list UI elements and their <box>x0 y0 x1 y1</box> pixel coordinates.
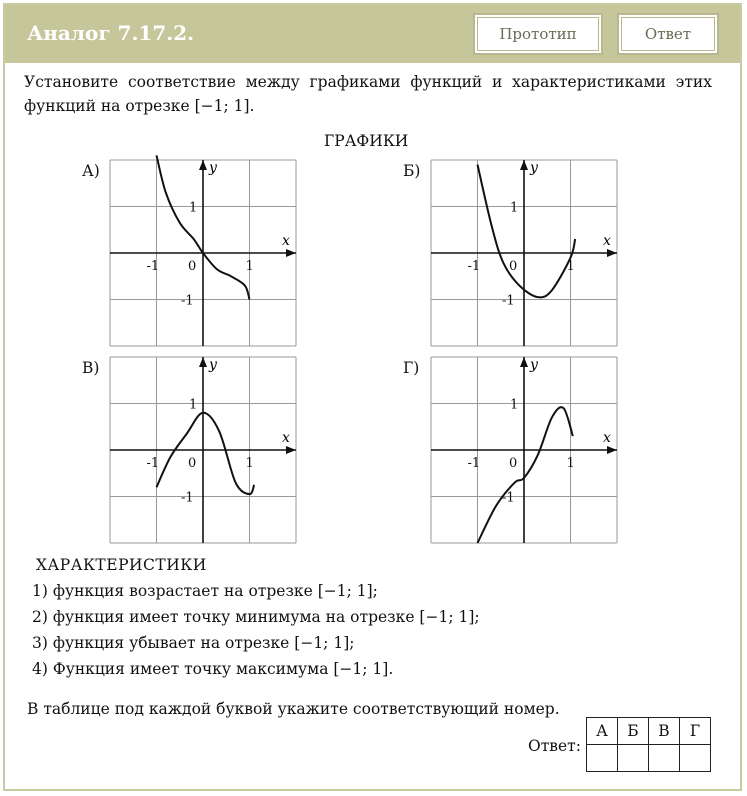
characteristic-4: 4) Функция имеет точку максимума [−1; 1]. <box>32 660 394 678</box>
answer-col-g: Г <box>680 718 711 745</box>
tick-label-y-minus-one: -1 <box>502 293 515 309</box>
tick-label-x-one: 1 <box>245 259 254 274</box>
tick-label-x-one: 1 <box>245 456 254 471</box>
graph-label-b: Б) <box>403 162 421 180</box>
answer-col-v: В <box>649 718 680 745</box>
answer-cell-v[interactable] <box>649 745 680 772</box>
tick-label-y-minus-one: -1 <box>181 293 194 309</box>
y-axis-arrow <box>199 160 207 170</box>
header-bar <box>5 5 740 63</box>
tick-label-x-minus-one: -1 <box>467 259 481 274</box>
tick-label-y-one: 1 <box>510 397 519 413</box>
y-axis-label: y <box>209 357 217 373</box>
tick-label-origin: 0 <box>188 259 197 274</box>
characteristics-heading: ХАРАКТЕРИСТИКИ <box>36 556 207 574</box>
tick-label-x-minus-one: -1 <box>146 456 160 471</box>
x-axis-arrow <box>607 446 617 454</box>
tick-label-y-one: 1 <box>510 200 519 216</box>
task-title: Аналог 7.17.2. <box>27 21 195 45</box>
y-axis-arrow <box>520 357 528 367</box>
answer-cell-g[interactable] <box>680 745 711 772</box>
characteristic-3: 3) функция убывает на отрезке [−1; 1]; <box>32 634 355 652</box>
x-axis-arrow <box>286 446 296 454</box>
graph-v <box>100 347 310 552</box>
graph-b <box>421 150 631 355</box>
graph-a <box>100 150 310 355</box>
characteristic-2: 2) функция имеет точку минимума на отрезке [−1; 1]; <box>32 608 480 626</box>
answer-input-row <box>587 745 711 772</box>
prototype-button[interactable]: Прототип <box>473 13 603 55</box>
x-axis-arrow <box>607 249 617 257</box>
y-axis-arrow <box>199 357 207 367</box>
graph-label-v: В) <box>82 359 100 377</box>
graph-label-g: Г) <box>403 359 420 377</box>
tick-label-x-minus-one: -1 <box>467 456 481 471</box>
graph-label-a: А) <box>82 162 100 180</box>
answer-header-row <box>587 718 711 745</box>
function-curve <box>478 165 576 298</box>
x-axis-label: x <box>282 233 290 249</box>
answer-cell-b[interactable] <box>618 745 649 772</box>
y-axis-label: y <box>530 160 538 176</box>
characteristic-1: 1) функция возрастает на отрезке [−1; 1]; <box>32 582 378 600</box>
task-text: Установите соответствие между графиками функций и характеристиками этих функций на отрезке [−1; 1]. <box>24 73 712 115</box>
tick-label-x-minus-one: -1 <box>146 259 160 274</box>
answer-table <box>586 717 711 772</box>
function-curve <box>157 413 255 494</box>
x-axis-label: x <box>603 430 611 446</box>
y-axis-label: y <box>530 357 538 373</box>
answer-col-a: А <box>587 718 618 745</box>
graphs-heading: ГРАФИКИ <box>324 132 409 150</box>
y-axis-label: y <box>209 160 217 176</box>
answer-col-b: Б <box>618 718 649 745</box>
answer-cell-a[interactable] <box>587 745 618 772</box>
x-axis-label: x <box>282 430 290 446</box>
answer-label: Ответ: <box>528 737 581 755</box>
tick-label-origin: 0 <box>188 456 197 471</box>
tick-label-x-one: 1 <box>566 259 575 274</box>
x-axis-label: x <box>603 233 611 249</box>
tick-label-y-one: 1 <box>189 200 198 216</box>
instruction-text: В таблице под каждой буквой укажите соответствующий номер. <box>27 700 560 718</box>
tick-label-y-minus-one: -1 <box>181 490 194 506</box>
tick-label-origin: 0 <box>509 259 518 274</box>
answer-button[interactable]: Ответ <box>617 13 719 55</box>
tick-label-y-minus-one: -1 <box>502 490 515 506</box>
tick-label-x-one: 1 <box>566 456 575 471</box>
tick-label-origin: 0 <box>509 456 518 471</box>
graph-g <box>421 347 631 552</box>
tick-label-y-one: 1 <box>189 397 198 413</box>
x-axis-arrow <box>286 249 296 257</box>
y-axis-arrow <box>520 160 528 170</box>
function-curve <box>478 407 573 543</box>
